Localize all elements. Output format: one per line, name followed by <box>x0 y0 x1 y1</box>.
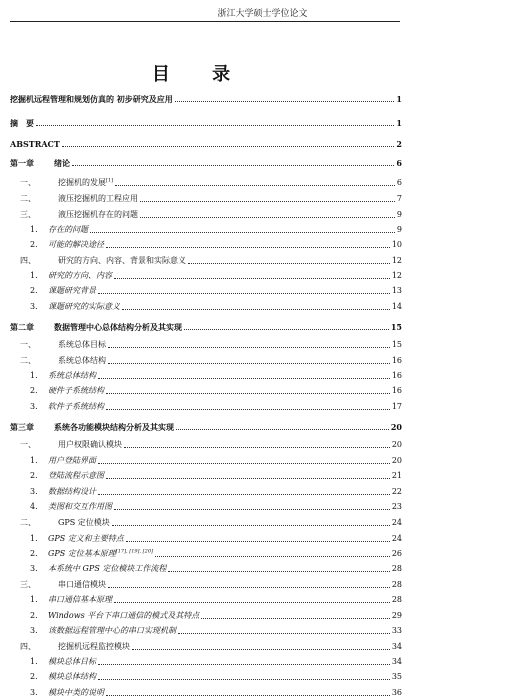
toc-entry-title: 硬件子系统结构 <box>48 386 104 395</box>
toc-entry-number: 3. <box>30 487 38 496</box>
toc-entry-title: 软件子系统结构 <box>48 402 104 411</box>
toc-leader-dots <box>140 216 395 218</box>
toc-entry-page: 12 <box>391 271 402 280</box>
toc-entry-page: 6 <box>396 178 402 187</box>
toc-leader-dots <box>36 124 394 126</box>
toc-entry-number: 二、 <box>20 518 36 527</box>
toc-entry-number: 第二章 <box>10 322 34 332</box>
toc-entry-title: 模块中类的说明 <box>48 688 104 697</box>
toc-entry-number: 3. <box>30 564 38 573</box>
toc-entry[interactable] <box>30 485 402 497</box>
toc-entry[interactable] <box>10 116 402 128</box>
toc-entry-title: ABSTRACT <box>10 139 60 149</box>
toc-entry-number: 3. <box>30 302 38 311</box>
citation-superscript: [17], [19], [20] <box>115 548 153 555</box>
toc-entry-page: 16 <box>391 371 402 380</box>
toc-entry[interactable] <box>30 562 402 574</box>
toc-leader-dots <box>115 184 395 186</box>
toc-leader-dots <box>106 408 390 410</box>
toc-entry-page: 20 <box>391 440 402 449</box>
toc-entry[interactable] <box>10 320 402 332</box>
toc-entry[interactable] <box>30 454 402 466</box>
toc-entry-number: 第一章 <box>10 158 34 168</box>
toc-entry[interactable] <box>30 269 402 281</box>
toc-entry[interactable] <box>30 400 402 412</box>
toc-entry-number: 2. <box>30 471 38 480</box>
toc-entry-title: GPS 定义和主要特点 <box>48 534 124 543</box>
toc-entry-number: 2. <box>30 549 38 558</box>
toc-leader-dots <box>112 524 390 526</box>
toc-leader-dots <box>175 100 395 102</box>
toc-leader-dots <box>140 200 395 202</box>
toc-leader-dots <box>178 632 390 634</box>
toc-leader-dots <box>168 570 389 572</box>
toc-entry-page: 6 <box>396 158 402 168</box>
toc-leader-dots <box>98 377 390 379</box>
toc-entry-page: 1 <box>396 118 402 128</box>
toc-entry-page: 28 <box>391 564 402 573</box>
toc-leader-dots <box>98 292 390 294</box>
toc-leader-dots <box>132 648 390 650</box>
toc-leader-dots <box>122 308 390 310</box>
toc-leader-dots <box>90 231 395 233</box>
toc-entry[interactable] <box>30 284 402 296</box>
toc-entry-number: 2. <box>30 611 38 620</box>
toc-entry-number: 一、 <box>20 178 36 187</box>
toc-entry[interactable] <box>30 686 402 698</box>
toc-entry[interactable] <box>20 438 402 450</box>
toc-entry-title: 存在的问题 <box>48 225 88 234</box>
toc-entry-title: 系统总体目标 <box>58 340 106 349</box>
toc-entry-number: 3. <box>30 626 38 635</box>
toc-entry[interactable] <box>20 354 402 366</box>
toc-entry[interactable] <box>30 609 402 621</box>
toc-entry[interactable] <box>30 369 402 381</box>
toc-entry-number: 二、 <box>20 356 36 365</box>
toc-entry-title: 类图和交互作用图 <box>48 502 112 511</box>
toc-title: 目 录 <box>151 64 249 85</box>
toc-entry-page: 35 <box>391 672 402 681</box>
toc-entry-title: GPS 定位模块 <box>58 518 110 527</box>
toc-entry[interactable] <box>10 92 402 104</box>
toc-entry-page: 15 <box>391 340 402 349</box>
toc-entry[interactable] <box>30 655 402 667</box>
toc-entry-page: 20 <box>390 422 402 432</box>
toc-entry[interactable] <box>20 338 402 350</box>
toc-entry[interactable] <box>10 420 402 432</box>
toc-entry-title: 登陆流程示意图 <box>48 471 104 480</box>
toc-entry-number: 1. <box>30 595 38 604</box>
toc-entry-page: 24 <box>391 518 402 527</box>
toc-entry-number: 4. <box>30 502 38 511</box>
toc-leader-dots <box>184 328 389 330</box>
toc-entry-title: 摘 要 <box>10 118 34 128</box>
toc-leader-dots <box>98 493 390 495</box>
toc-entry-number: 三、 <box>20 210 36 219</box>
toc-leader-dots <box>188 262 390 264</box>
toc-entry[interactable] <box>10 137 402 149</box>
toc-leader-dots <box>72 164 394 166</box>
toc-entry-page: 9 <box>396 225 402 234</box>
toc-entry[interactable] <box>20 516 402 528</box>
toc-entry[interactable] <box>20 254 402 266</box>
toc-entry[interactable] <box>10 156 402 168</box>
toc-entry-title: 挖掘机远程管理和规划仿真的 初步研究及应用 <box>10 94 173 104</box>
toc-entry-page: 2 <box>396 139 402 149</box>
toc-entry-number: 四、 <box>20 642 36 651</box>
toc-entry[interactable] <box>20 208 402 220</box>
toc-entry[interactable] <box>30 593 402 605</box>
toc-entry[interactable] <box>30 500 402 512</box>
toc-leader-dots <box>106 392 390 394</box>
toc-entry-page: 12 <box>391 256 402 265</box>
toc-entry-number: 一、 <box>20 440 36 449</box>
toc-entry-title: 可能的解决途径 <box>48 240 104 249</box>
toc-entry-page: 29 <box>391 611 402 620</box>
toc-entry-page: 26 <box>391 549 402 558</box>
toc-leader-dots <box>126 540 390 542</box>
toc-entry-number: 2. <box>30 386 38 395</box>
toc-entry[interactable] <box>20 578 402 590</box>
toc-entry-title: 串口通信基本原理 <box>48 595 112 604</box>
toc-entry-number: 一、 <box>20 340 36 349</box>
toc-entry-title: 研究的方向、内容 <box>48 271 112 280</box>
toc-entry-title: 该数据远程管理中心的串口实现机制 <box>48 626 176 635</box>
toc-entry-page: 16 <box>391 386 402 395</box>
toc-leader-dots <box>98 462 390 464</box>
toc-entry-page: 34 <box>391 642 402 651</box>
toc-entry-page: 13 <box>391 286 402 295</box>
toc-entry-page: 23 <box>391 502 402 511</box>
toc-leader-dots <box>106 694 390 696</box>
toc-entry-title: 本系统中 GPS 定位模块工作流程 <box>48 564 167 573</box>
toc-entry-title: 液压挖掘机存在的问题 <box>58 210 138 219</box>
toc-entry-page: 28 <box>391 595 402 604</box>
toc-entry-title: 用户登陆界面 <box>48 456 96 465</box>
toc-entry[interactable] <box>20 192 402 204</box>
toc-entry[interactable] <box>20 640 402 652</box>
toc-entry-page: 28 <box>391 580 402 589</box>
toc-entry-page: 7 <box>396 194 402 203</box>
page-header: 浙江大学硕士学位论文 <box>217 9 308 19</box>
toc-entry-number: 第三章 <box>10 422 34 432</box>
toc-entry-title: Windows 平台下串口通信的模式及其特点 <box>48 611 200 620</box>
toc-entry[interactable] <box>30 469 402 481</box>
toc-entry-title: 液压挖掘机的工程应用 <box>58 194 138 203</box>
toc-entry[interactable] <box>30 223 402 235</box>
toc-entry[interactable] <box>20 176 402 188</box>
toc-entry-title: 数据结构设计 <box>48 487 96 496</box>
toc-entry-title: 课题研究背景 <box>48 286 96 295</box>
header-rule <box>10 21 400 22</box>
toc-entry-number: 三、 <box>20 580 36 589</box>
toc-entry-page: 21 <box>391 471 402 480</box>
toc-leader-dots <box>106 477 390 479</box>
toc-leader-dots <box>176 428 389 430</box>
toc-entry[interactable] <box>30 238 402 250</box>
toc-entry-page: 20 <box>391 456 402 465</box>
toc-entry-page: 10 <box>391 240 402 249</box>
toc-entry-title: GPS 定位基本原理[17], [19], [20] <box>48 548 153 558</box>
toc-entry-page: 1 <box>396 94 402 104</box>
toc-entry[interactable] <box>30 547 402 559</box>
toc-leader-dots <box>98 678 390 680</box>
toc-entry-page: 34 <box>391 657 402 666</box>
toc-entry[interactable] <box>30 670 402 682</box>
toc-entry-number: 1. <box>30 657 38 666</box>
toc-entry-title: 系统总体结构 <box>58 356 106 365</box>
toc-entry-number: 3. <box>30 402 38 411</box>
toc-leader-dots <box>201 617 390 619</box>
toc-leader-dots <box>155 555 390 557</box>
toc-entry-page: 9 <box>396 210 402 219</box>
toc-entry-page: 16 <box>391 356 402 365</box>
toc-leader-dots <box>108 362 390 364</box>
toc-entry[interactable] <box>30 384 402 396</box>
toc-leader-dots <box>106 246 390 248</box>
toc-entry-number: 3. <box>30 688 38 697</box>
toc-entry-title: 挖掘机远程监控模块 <box>58 642 130 651</box>
toc-entry-title: 挖掘机的发展[1] <box>58 177 114 187</box>
toc-entry-title: 模块总体结构 <box>48 672 96 681</box>
toc-leader-dots <box>108 346 390 348</box>
toc-entry-number: 2. <box>30 286 38 295</box>
toc-entry-title: 系统总体结构 <box>48 371 96 380</box>
toc-entry-number: 四、 <box>20 256 36 265</box>
toc-entry-number: 1. <box>30 371 38 380</box>
toc-leader-dots <box>114 277 390 279</box>
toc-entry-title: 研究的方向、内容、背景和实际意义 <box>58 256 186 265</box>
toc-entry-page: 33 <box>391 626 402 635</box>
toc-entry-page: 24 <box>391 534 402 543</box>
toc-entry-title: 用户权限确认模块 <box>58 440 122 449</box>
toc-entry-number: 1. <box>30 271 38 280</box>
toc-leader-dots <box>124 446 390 448</box>
toc-entry-number: 二、 <box>20 194 36 203</box>
toc-entry-page: 14 <box>391 302 402 311</box>
toc-entry-title: 绪论 <box>54 158 70 168</box>
toc-entry[interactable] <box>30 624 402 636</box>
toc-entry-number: 1. <box>30 456 38 465</box>
toc-leader-dots <box>108 586 390 588</box>
toc-leader-dots <box>114 601 390 603</box>
toc-entry-page: 17 <box>391 402 402 411</box>
toc-leader-dots <box>62 145 395 147</box>
toc-entry-page: 36 <box>391 688 402 697</box>
toc-entry-title: 串口通信模块 <box>58 580 106 589</box>
toc-entry-title: 数据管理中心总体结构分析及其实现 <box>54 322 182 332</box>
citation-superscript: [1] <box>106 177 114 184</box>
toc-entry-title: 模块总体目标 <box>48 657 96 666</box>
toc-entry[interactable] <box>30 532 402 544</box>
toc-entry-page: 22 <box>391 487 402 496</box>
toc-entry-title: 课题研究的实际意义 <box>48 302 120 311</box>
toc-entry-title: 系统各功能模块结构分析及其实现 <box>54 422 174 432</box>
toc-leader-dots <box>98 663 390 665</box>
toc-entry-number: 2. <box>30 240 38 249</box>
toc-entry-number: 2. <box>30 672 38 681</box>
toc-entry-number: 1. <box>30 534 38 543</box>
toc-entry-page: 15 <box>390 322 402 332</box>
toc-leader-dots <box>114 508 390 510</box>
toc-entry-number: 1. <box>30 225 38 234</box>
toc-entry[interactable] <box>30 300 402 312</box>
